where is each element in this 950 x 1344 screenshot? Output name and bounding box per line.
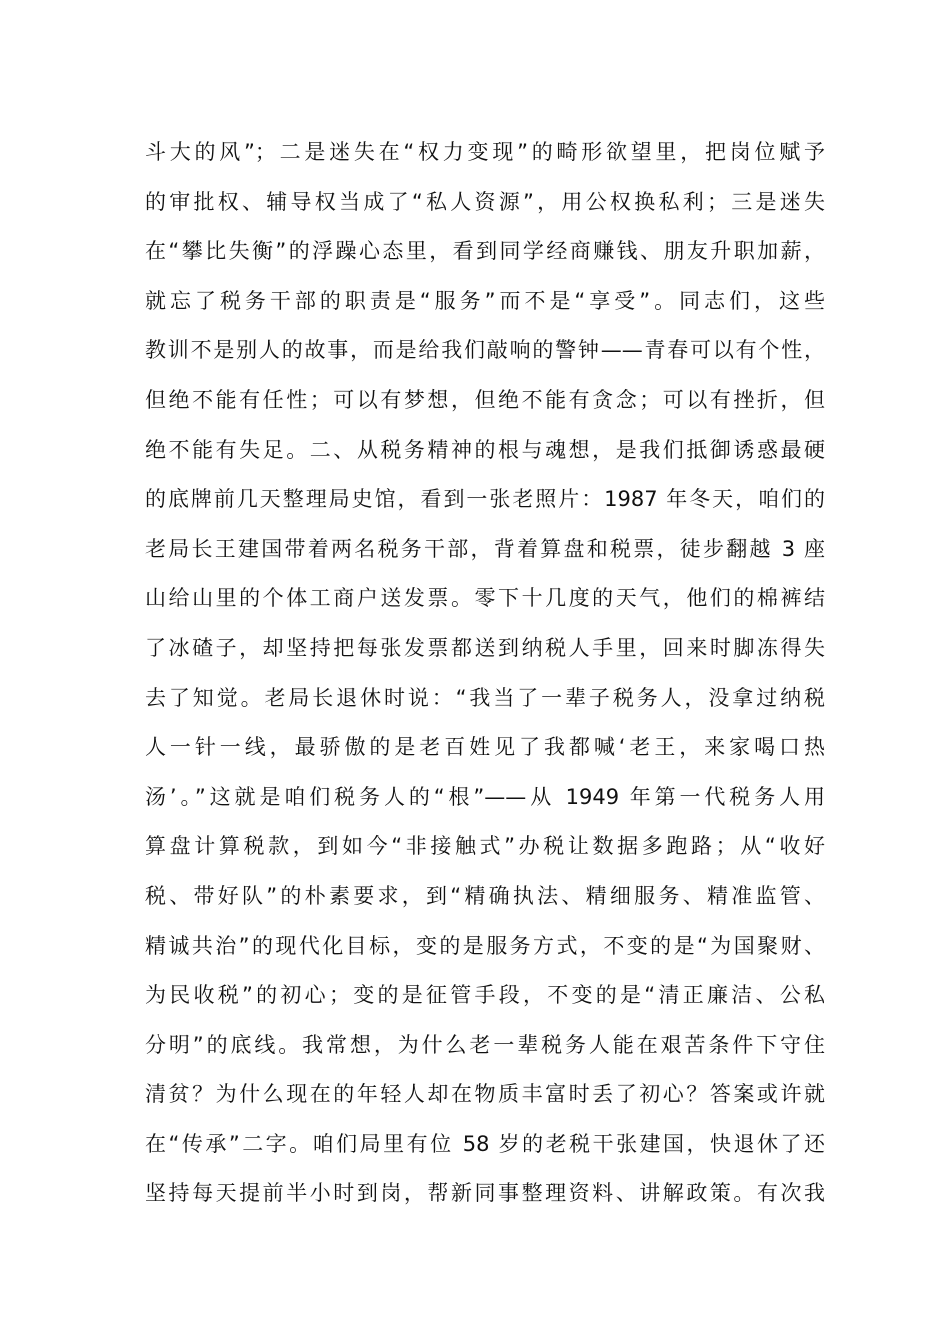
text-line: 人一针一线，最骄傲的是老百姓见了我都喊‘老王，来家喝口热	[145, 735, 825, 760]
text-line: 精诚共治”的现代化目标，变的是服务方式，不变的是“为国聚财、	[145, 933, 825, 958]
text-line: 汤’。”这就是咱们税务人的“根”——从 1949 年第一代税务人用	[145, 784, 825, 809]
text-line: 在“攀比失衡”的浮躁心态里，看到同学经商赚钱、朋友升职加薪，	[145, 239, 825, 264]
text-line: 了冰碴子，却坚持把每张发票都送到纳税人手里，回来时脚冻得失	[145, 635, 825, 660]
text-line: 的审批权、辅导权当成了“私人资源”，用公权换私利；三是迷失	[145, 189, 825, 214]
text-line: 算盘计算税款，到如今“非接触式”办税让数据多跑路；从“收好	[145, 834, 825, 859]
text-line: 清贫？为什么现在的年轻人却在物质丰富时丢了初心？答案或许就	[145, 1082, 825, 1107]
text-line: 山给山里的个体工商户送发票。零下十几度的天气，他们的棉裤结	[145, 586, 825, 611]
text-line: 去了知觉。老局长退休时说：“我当了一辈子税务人，没拿过纳税	[145, 685, 825, 710]
text-line: 老局长王建国带着两名税务干部，背着算盘和税票，徒步翻越 3 座	[145, 536, 825, 561]
text-line: 在“传承”二字。咱们局里有位 58 岁的老税干张建国，快退休了还	[145, 1131, 825, 1156]
text-line: 为民收税”的初心；变的是征管手段，不变的是“清正廉洁、公私	[145, 983, 825, 1008]
body-text	[145, 128, 825, 1219]
text-line: 绝不能有失足。二、从税务精神的根与魂想，是我们抵御诱惑最硬	[145, 437, 825, 462]
text-line: 坚持每天提前半小时到岗，帮新同事整理资料、讲解政策。有次我	[145, 1181, 825, 1206]
text-line: 教训不是别人的故事，而是给我们敲响的警钟——青春可以有个性，	[145, 338, 825, 363]
text-line: 就忘了税务干部的职责是“服务”而不是“享受”。同志们，这些	[145, 288, 825, 313]
text-line: 税、带好队”的朴素要求，到“精确执法、精细服务、精准监管、	[145, 883, 825, 908]
text-line: 斗大的风”；二是迷失在“权力变现”的畸形欲望里，把岗位赋予	[145, 140, 825, 164]
text-line: 的底牌前几天整理局史馆，看到一张老照片：1987 年冬天，咱们的	[145, 487, 825, 512]
text-line: 但绝不能有任性；可以有梦想，但绝不能有贪念；可以有挫折，但	[145, 387, 825, 412]
text-line: 分明”的底线。我常想，为什么老一辈税务人能在艰苦条件下守住	[145, 1032, 825, 1057]
